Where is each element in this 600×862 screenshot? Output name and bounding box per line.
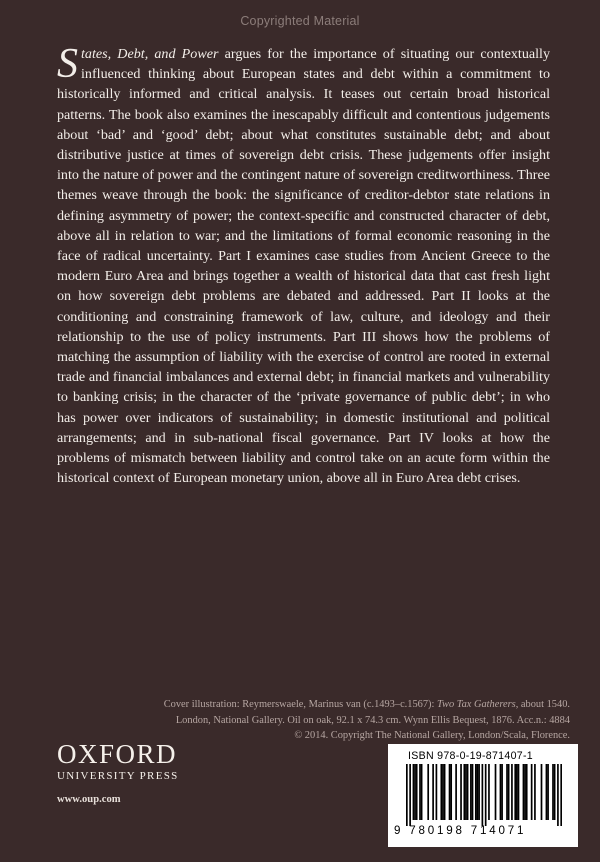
barcode-bar [421,764,423,820]
barcode-bar [414,764,416,820]
barcode-bar [450,764,452,820]
barcode-bar [477,764,479,820]
barcode-bar [413,764,415,820]
credit-line-2: London, National Gallery. Oil on oak, 92.1 x 74.3 cm. Wynn Ellis Bequest, 1876. Acc.n.: 4884 [175,714,570,726]
barcode-bar [416,764,418,820]
barcode-bar [557,764,559,826]
barcode-bar [427,764,429,820]
barcode-bar [455,764,457,820]
barcode-bar [467,764,469,820]
barcode-bar [541,764,543,820]
barcode-bar [475,764,477,820]
barcode-bar [482,764,484,826]
drop-cap: S [57,41,78,87]
barcode-bar [406,764,408,826]
publisher-url: www.oup.com [57,794,121,805]
barcode-bar [552,764,554,820]
barcode-bar [460,764,462,820]
barcode-digits: 9 780198 714071 [394,824,527,837]
barcode-bar [526,764,528,820]
isbn-label: ISBN 978-0-19-871407-1 [408,750,533,762]
blurb-text: argues for the importance of situating our contextually influenced thinking about European states and debt within a commitment to historically informed and critical analysis. It teases out certain broad historical patterns. The book also examines the inescapably difficult and contentious judgements about ‘bad’ and ‘good’ debt; about what constitutes sustainable debt; and about distributive justice at times of sovereign debt crisis. These judgements offer insight into the nature of power and the contingent nature of sovereign creditworthiness. Three themes weave through the book: the significance of creditor-debtor state relations in defining asymmetry of power; the context-specific and constructed character of debt, above all in relation to war; and the limitations of formal economic reasoning in the face of radical uncertainty. Part I examines case studies from Ancient Greece to the modern Euro Area and brings together a wealth of historical data that cast fresh light on how sovereign debt problems are debated and addressed. Part II looks at the conditioning and constraining framework of law, culture, and ideology and their relationship to the use of policy instruments. Part III shows how the problems of matching the assumption of liability with the exercise of control are rooted in external trade and financial imbalances and external debt; in financial markets and vulnerability to banking crisis; in the character of the ‘private governance of public debt’; in who has power over indicators of sustainability; in domestic institutional and political arrangements; and in sub-national fiscal governance. Part IV looks at how the problems of mismatch between liability and control take on an acute form within the historical context of European monetary union, above all in Euro Area debt crises. [57,46,550,487]
publisher-logo [57,740,179,782]
barcode-bar [488,764,490,820]
barcode-bar [409,764,411,826]
barcode-bars-icon [406,764,562,826]
barcode-bar [465,764,467,820]
publisher-name: OXFORD [57,739,178,769]
barcode-bar [508,764,510,820]
barcode-bar [524,764,526,820]
artwork-title: Two Tax Gatherers [437,699,516,710]
barcode-bar [442,764,444,820]
barcode-bar [514,764,516,820]
copyright-watermark: Copyrighted Material [240,14,360,28]
barcode-bar [495,764,497,820]
barcode-bar [444,764,446,820]
barcode-bar [470,764,472,820]
credit-suffix: , about 1540. [515,699,570,710]
barcode-bar [501,764,503,820]
barcode-bar [511,764,513,820]
barcode-bar [506,764,508,820]
barcode-bar [485,764,487,826]
cover-illustration-credit [130,697,570,744]
barcode-bar [560,764,562,826]
publisher-subname: UNIVERSITY PRESS [57,770,179,782]
barcode-bar [440,764,442,820]
barcode-bar [518,764,520,820]
back-cover-blurb [57,41,550,488]
barcode-bar [516,764,518,820]
barcode-bar [472,764,474,820]
barcode-bar [449,764,451,820]
credit-prefix: Cover illustration: Reymerswaele, Marinus van (c.1493–c.1567): [163,699,438,710]
barcode-bar [547,764,549,820]
barcode-bar [463,764,465,820]
credit-line-3: © 2014. Copyright The National Gallery, London/Scala, Florence. [294,730,570,741]
barcode-bar [478,764,480,820]
barcode-bar [534,764,536,820]
barcode-bar [500,764,502,820]
barcode-bar [432,764,434,820]
isbn-barcode [388,744,578,847]
barcode-bar [419,764,421,820]
barcode-bar [546,764,548,820]
barcode-bar [436,764,438,820]
barcode-bar [531,764,533,820]
barcode-bar [554,764,556,820]
barcode-bar [523,764,525,820]
credit-line-1 [130,697,570,713]
book-title-italic: tates, Debt, and Power [81,46,219,62]
